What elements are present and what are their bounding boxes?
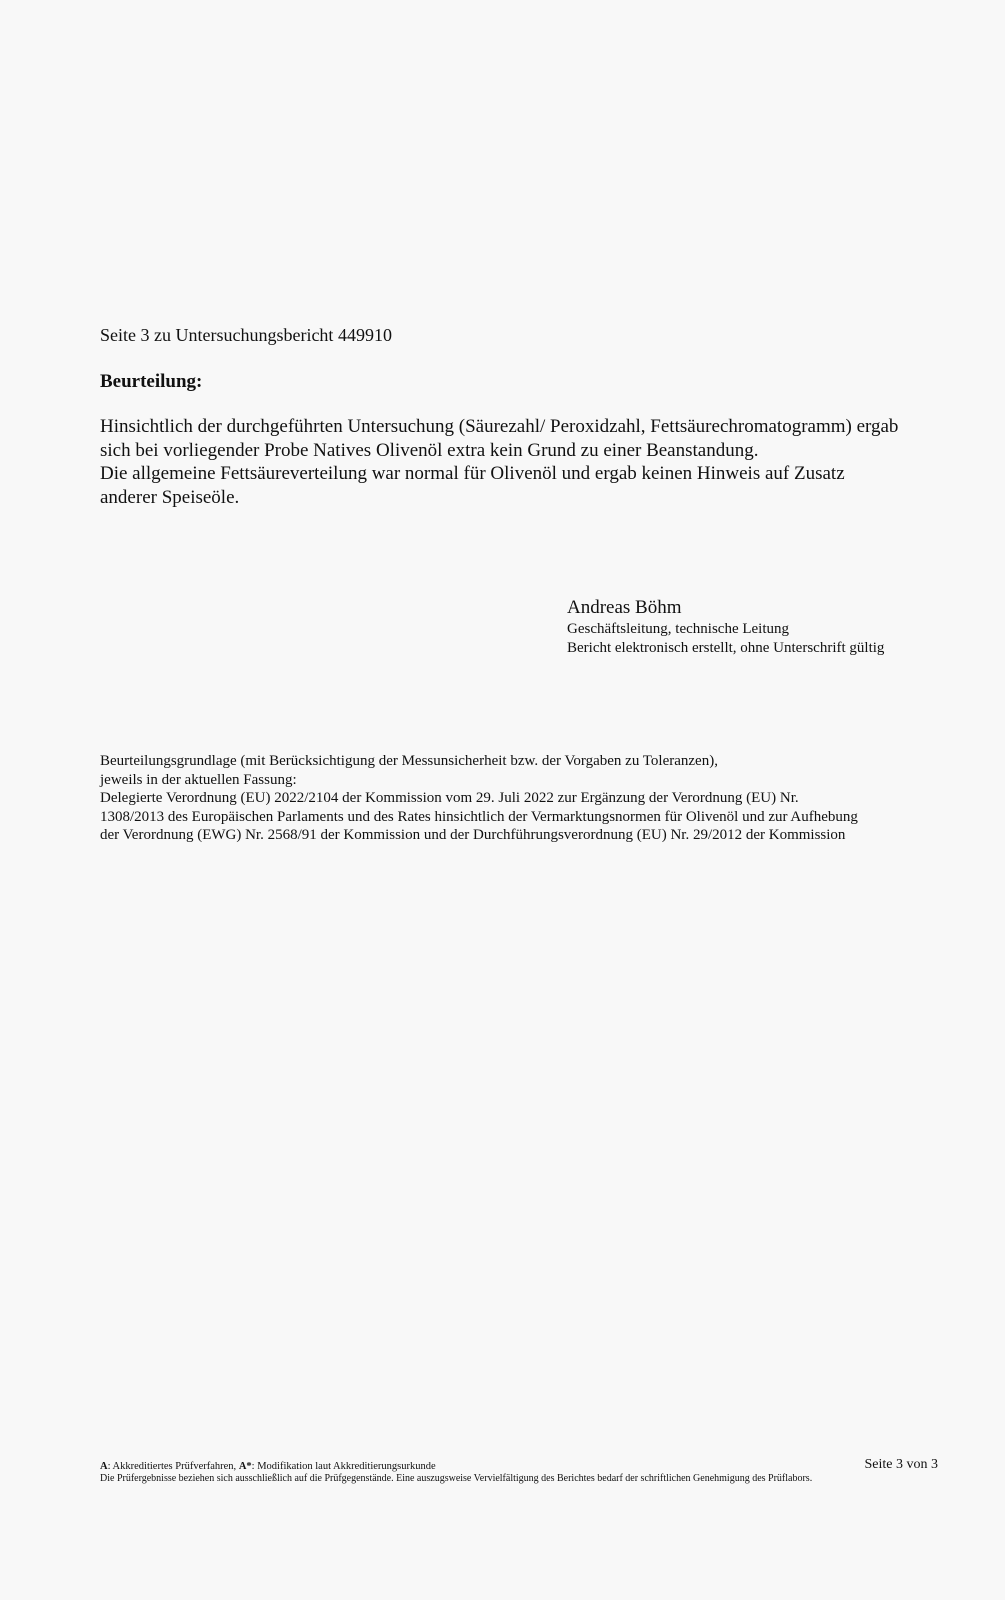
legend-astar-key: A* xyxy=(238,1461,252,1472)
assessment-basis xyxy=(100,752,970,845)
signatory-name: Andreas Böhm xyxy=(567,597,682,618)
accreditation-legend xyxy=(100,1461,436,1472)
basis-line: der Verordnung (EWG) Nr. 2568/91 der Kommission und der Durchführungsverordnung (EU) Nr. 29/2012 der Kommission xyxy=(100,827,846,843)
basis-line: jeweils in der aktuellen Fassung: xyxy=(100,771,297,788)
legend-a-key: A xyxy=(100,1461,108,1472)
page-header: Seite 3 zu Untersuchungsbericht 449910 xyxy=(100,325,392,345)
assessment-line: Die allgemeine Fettsäureverteilung war normal für Olivenöl und ergab keinen Hinweis auf Zusatz xyxy=(100,463,845,484)
legend-astar-text: : Modifikation laut Akkreditierungsurkunde xyxy=(251,1461,436,1472)
page-footer xyxy=(100,1456,943,1484)
footer-disclaimer: Die Prüfergebnisse beziehen sich ausschließlich auf die Prüfgegenstände. Eine auszugsweise Vervielfältigung des Berichtes bedarf der schriftlichen Genehmigung des Prüflabors. xyxy=(100,1473,813,1484)
footer-row xyxy=(100,1456,943,1473)
page-number: Seite 3 von 3 xyxy=(864,1457,938,1472)
assessment-paragraph xyxy=(100,415,970,509)
section-heading: Beurteilung: xyxy=(100,371,203,392)
basis-line: 1308/2013 des Europäischen Parlaments und des Rates hinsichtlich der Vermarktungsnormen für Olivenöl und zur Aufhebung xyxy=(100,808,858,825)
signatory-role: Geschäftsleitung, technische Leitung xyxy=(567,621,790,637)
assessment-line: anderer Speiseöle. xyxy=(100,486,240,508)
assessment-line: sich bei vorliegender Probe Natives Olivenöl extra kein Grund zu einer Beanstandung. xyxy=(100,439,759,461)
signature-note: Bericht elektronisch erstellt, ohne Unterschrift gültig xyxy=(567,640,885,656)
signature-block xyxy=(567,596,967,658)
basis-line: Delegierte Verordnung (EU) 2022/2104 der Kommission vom 29. Juli 2022 zur Ergänzung der Verordnung (EU) Nr. xyxy=(100,790,799,806)
basis-line: Beurteilungsgrundlage (mit Berücksichtigung der Messunsicherheit bzw. der Vorgaben zu Toleranzen), xyxy=(100,753,718,769)
assessment-line: Hinsichtlich der durchgeführten Untersuchung (Säurezahl/ Peroxidzahl, Fettsäurechromatogramm) ergab xyxy=(100,416,899,437)
legend-a-text: : Akkreditiertes Prüfverfahren, xyxy=(107,1461,239,1472)
